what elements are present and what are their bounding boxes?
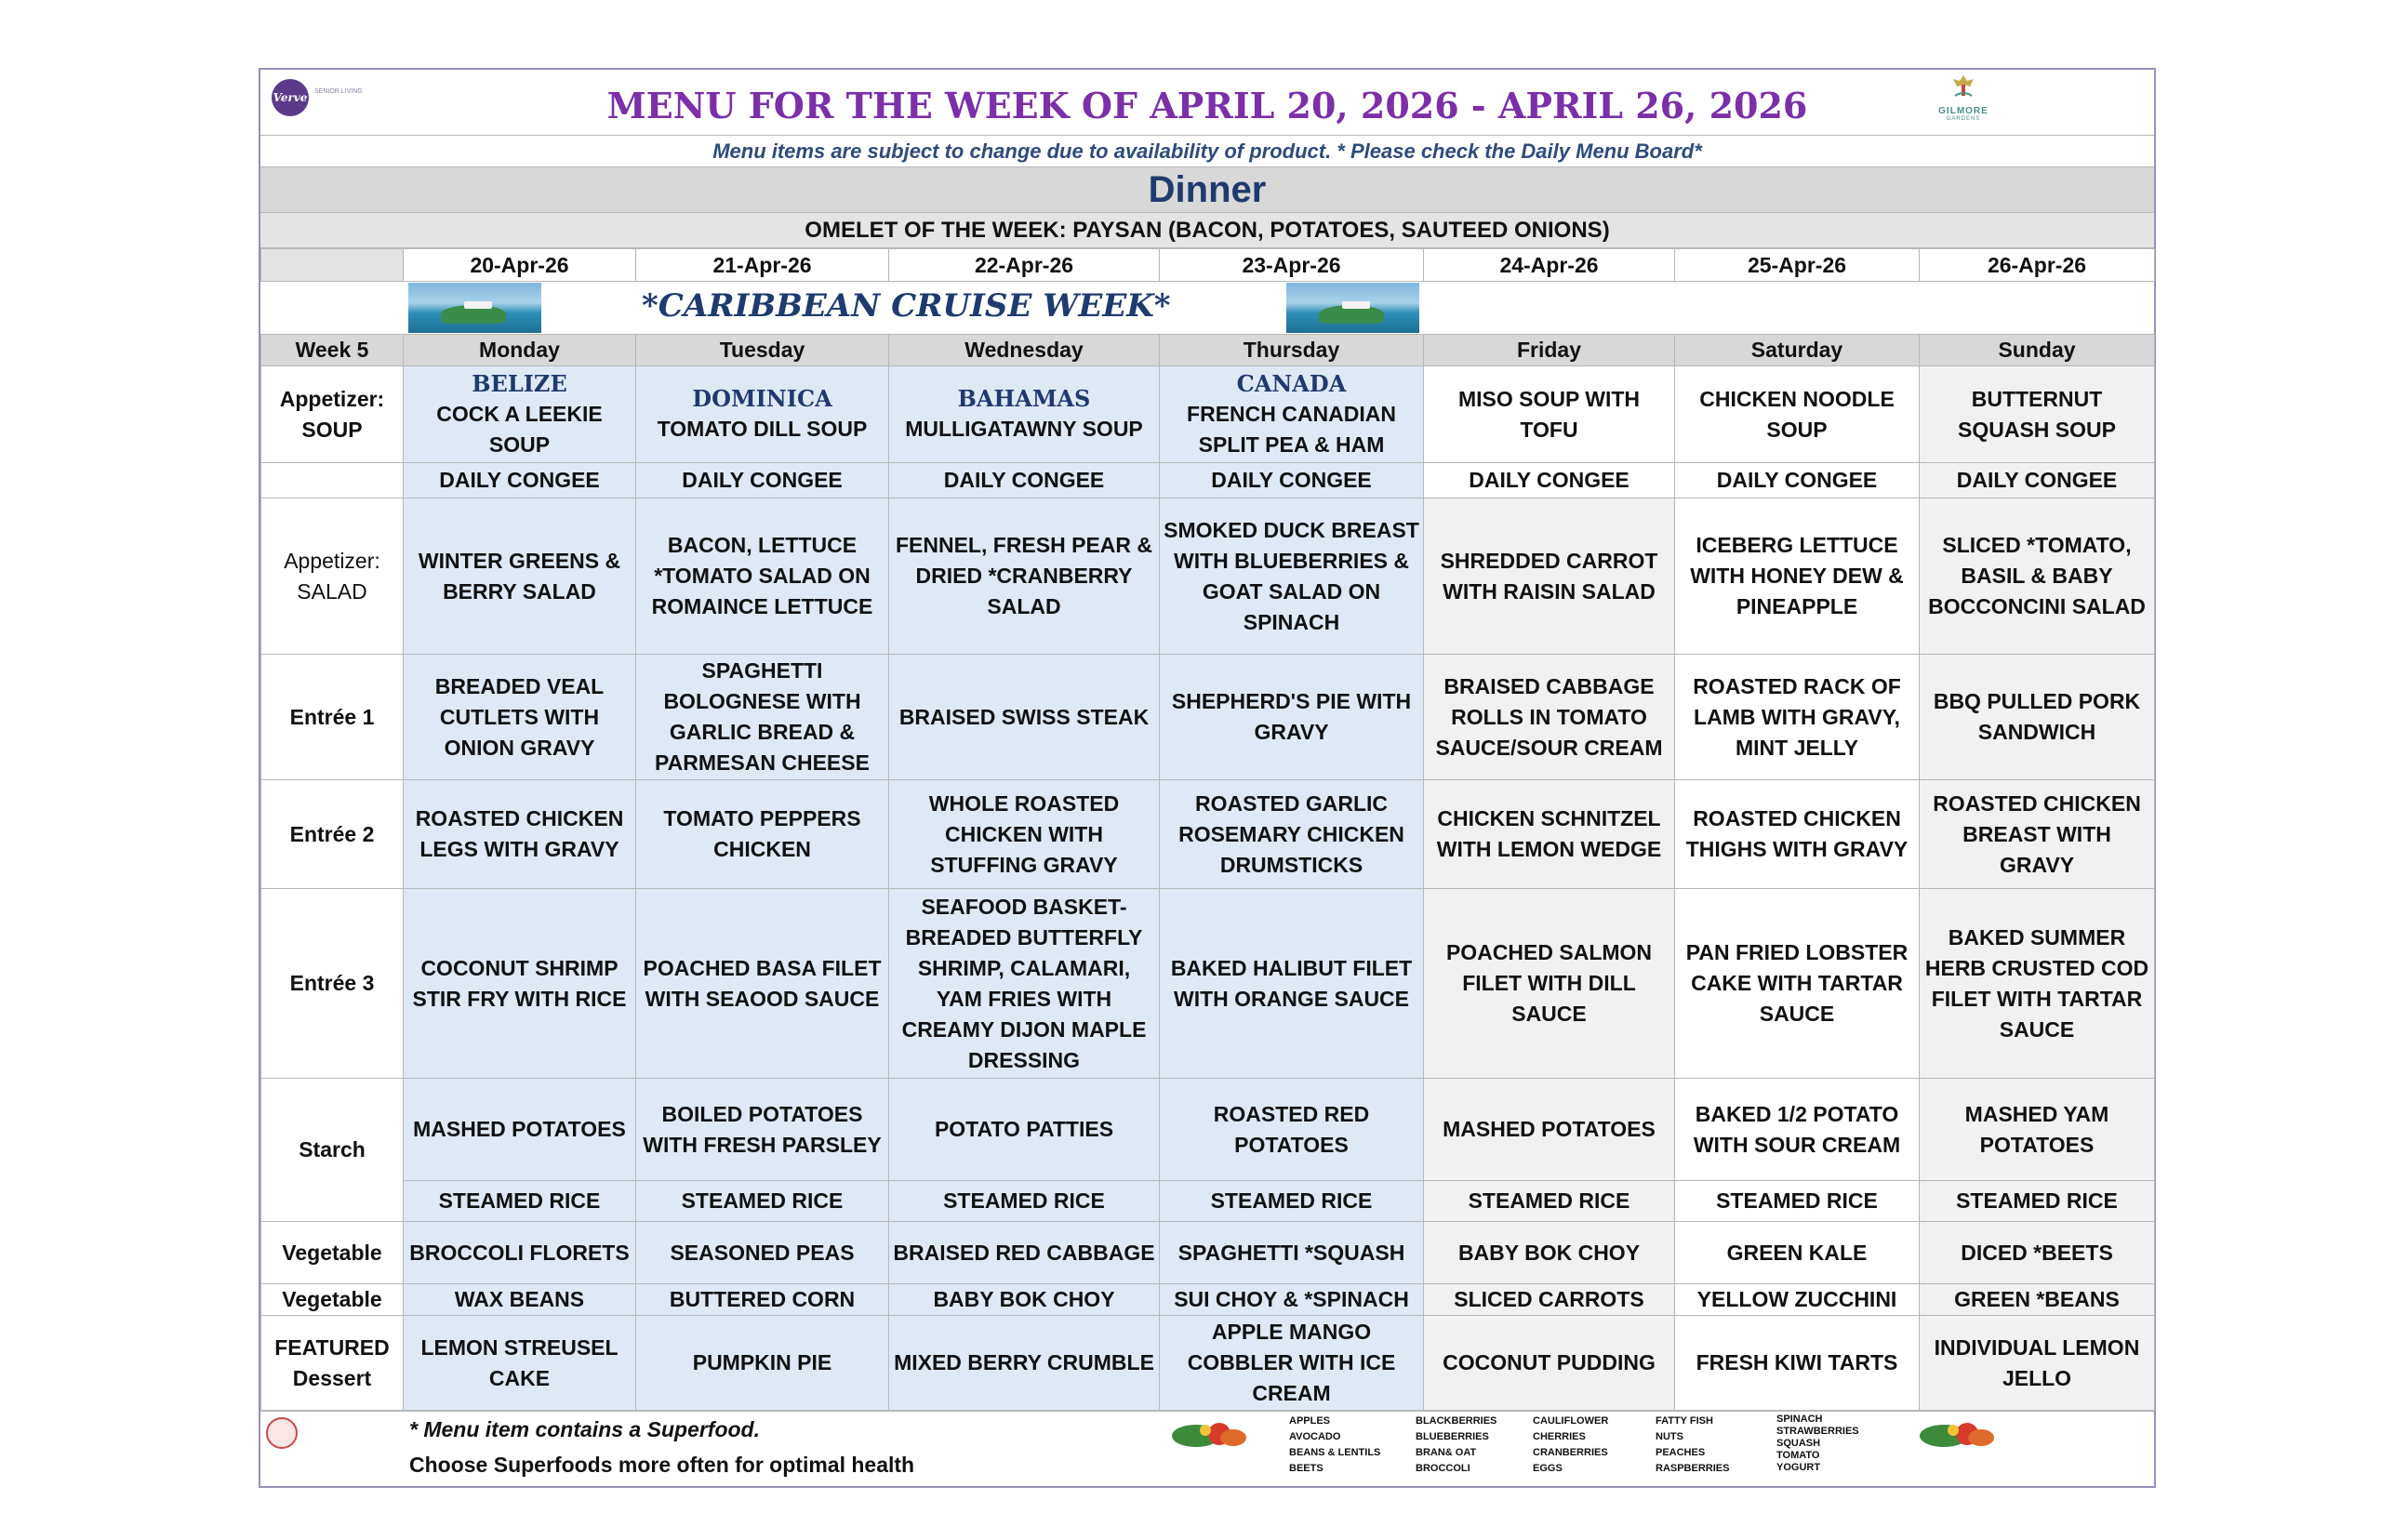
menu-cell: STEAMED RICE [1424,1181,1675,1222]
menu-cell: APPLE MANGO COBBLER WITH ICE CREAM [1160,1316,1424,1411]
menu-cell: DICED *BEETS [1920,1222,2155,1284]
theme-banner-text: *CARIBBEAN CRUISE WEEK* [642,287,1171,325]
salad-row [261,498,2155,655]
superfood-footer [260,1411,2154,1486]
weekday-cell: Friday [1424,335,1675,366]
menu-cell: WHOLE ROASTED CHICKEN WITH STUFFING GRAVY [889,780,1160,889]
menu-cell: STEAMED RICE [889,1181,1160,1222]
menu-cell: BAHAMAS MULLIGATAWNY SOUP [889,366,1160,463]
menu-cell: SLICED *TOMATO, BASIL & BABY BOCCONCINI SALAD [1920,498,2155,655]
menu-cell: SMOKED DUCK BREAST WITH BLUEBERRIES & GOAT SALAD ON SPINACH [1160,498,1424,655]
row-label-soup: Appetizer: SOUP [261,366,404,463]
superfoods-logo-icon [266,1417,298,1449]
menu-cell: SEASONED PEAS [636,1222,889,1284]
gardens-name: GARDENS [1946,116,1981,122]
verve-logo: Verve [272,79,309,116]
row-label-congee [261,463,404,498]
menu-cell: TOMATO PEPPERS CHICKEN [636,780,889,889]
menu-cell: SUI CHOY & *SPINACH [1160,1284,1424,1316]
menu-cell: DAILY CONGEE [1920,463,2155,498]
menu-cell: ICEBERG LETTUCE WITH HONEY DEW & PINEAPPLE [1675,498,1920,655]
menu-cell: MIXED BERRY CRUMBLE [889,1316,1160,1411]
menu-cell: PAN FRIED LOBSTER CAKE WITH TARTAR SAUCE [1675,889,1920,1079]
weekday-row [261,335,2155,366]
menu-items-table [260,334,2155,1411]
menu-cell: DAILY CONGEE [1424,463,1675,498]
menu-cell: CANADA FRENCH CANADIAN SPLIT PEA & HAM [1160,366,1424,463]
superfood-list-col-1: APPLES AVOCADO BEANS & LENTILS BEETS [1289,1415,1381,1474]
menu-cell: BAKED SUMMER HERB CRUSTED COD FILET WITH TARTAR SAUCE [1920,889,2155,1079]
menu-cell: BRAISED SWISS STEAK [889,655,1160,780]
gilmore-name: GILMORE [1938,106,1989,116]
date-cell: 24-Apr-26 [1424,249,1675,282]
menu-cell: ROASTED RACK OF LAMB WITH GRAVY, MINT JELLY [1675,655,1920,780]
date-cell: 20-Apr-26 [404,249,636,282]
country-label: DOMINICA [692,385,832,412]
menu-cell: INDIVIDUAL LEMON JELLO [1920,1316,2155,1411]
menu-cell: ROASTED GARLIC ROSEMARY CHICKEN DRUMSTICKS [1160,780,1424,889]
soup-row [261,366,2155,463]
menu-cell: DOMINICA TOMATO DILL SOUP [636,366,889,463]
menu-cell: CHICKEN NOODLE SOUP [1675,366,1920,463]
menu-cell: ROASTED CHICKEN LEGS WITH GRAVY [404,780,636,889]
week-label: Week 5 [261,335,404,366]
menu-cell: DAILY CONGEE [1675,463,1920,498]
menu-cell: LEMON STREUSEL CAKE [404,1316,636,1411]
row-label-entree1: Entrée 1 [261,655,404,780]
row-label-starch: Starch [261,1079,404,1222]
menu-cell: BUTTERED CORN [636,1284,889,1316]
page-title: MENU FOR THE WEEK OF APRIL 20, 2026 - APRIL 26, 2026 [606,85,1808,126]
entree3-row [261,889,2155,1079]
menu-cell: BRAISED RED CABBAGE [889,1222,1160,1284]
date-corner [261,249,404,282]
menu-cell: MISO SOUP WITH TOFU [1424,366,1675,463]
theme-banner [260,282,2154,334]
gilmore-gardens-logo [1922,70,2005,135]
menu-cell: ROASTED CHICKEN BREAST WITH GRAVY [1920,780,2155,889]
menu-cell: STEAMED RICE [636,1181,889,1222]
row-label-vegetable: Vegetable [261,1222,404,1284]
country-label: BELIZE [472,369,567,397]
menu-cell: SHEPHERD'S PIE WITH GRAVY [1160,655,1424,780]
menu-cell: BELIZE COCK A LEEKIE SOUP [404,366,636,463]
menu-cell: COCONUT PUDDING [1424,1316,1675,1411]
menu-cell: BBQ PULLED PORK SANDWICH [1920,655,2155,780]
menu-cell: STEAMED RICE [1675,1181,1920,1222]
row-label-salad: Appetizer: SALAD [261,498,404,655]
menu-cell: BUTTERNUT SQUASH SOUP [1920,366,2155,463]
date-cell: 23-Apr-26 [1160,249,1424,282]
menu-cell: BABY BOK CHOY [1424,1222,1675,1284]
date-cell: 22-Apr-26 [889,249,1160,282]
menu-cell: GREEN KALE [1675,1222,1920,1284]
weekday-cell: Saturday [1675,335,1920,366]
vegetables-icon-right [1916,1415,2000,1453]
omelet-of-the-week: OMELET OF THE WEEK: PAYSAN (BACON, POTATOES, SAUTEED ONIONS) [260,213,2154,248]
menu-cell: BROCCOLI FLORETS [404,1222,636,1284]
starch-row [261,1079,2155,1181]
rice-row [261,1181,2155,1222]
row-label-entree2: Entrée 2 [261,780,404,889]
date-cell: 21-Apr-26 [636,249,889,282]
entree2-row [261,780,2155,889]
superfood-list-col-4: FATTY FISH NUTS PEACHES RASPBERRIES [1656,1415,1730,1474]
verve-logo-subtitle: SENIOR LIVING [314,88,363,95]
menu-cell: SEAFOOD BASKET- BREADED BUTTERFLY SHRIMP, CALAMARI, YAM FRIES WITH CREAMY DIJON MAPLE DRESSING [889,889,1160,1079]
meal-heading: Dinner [260,167,2154,213]
country-label: BAHAMAS [957,385,1091,412]
menu-cell: MASHED POTATOES [1424,1079,1675,1181]
cruise-photo-right [1286,283,1419,333]
menu-sheet [259,68,2156,1488]
superfood-list-col-5: SPINACH STRAWBERRIES SQUASH TOMATO YOGURT [1776,1414,1859,1473]
menu-cell: BABY BOK CHOY [889,1284,1160,1316]
menu-cell: ROASTED RED POTATOES [1160,1079,1424,1181]
date-cell: 25-Apr-26 [1675,249,1920,282]
menu-cell: MASHED YAM POTATOES [1920,1079,2155,1181]
menu-cell: BREADED VEAL CUTLETS WITH ONION GRAVY [404,655,636,780]
menu-cell: ROASTED CHICKEN THIGHS WITH GRAVY [1675,780,1920,889]
menu-cell: DAILY CONGEE [1160,463,1424,498]
menu-cell: WINTER GREENS & BERRY SALAD [404,498,636,655]
vegetable-row-1 [261,1222,2155,1284]
congee-row [261,463,2155,498]
weekday-cell: Monday [404,335,636,366]
menu-cell: STEAMED RICE [1920,1181,2155,1222]
menu-cell: FRESH KIWI TARTS [1675,1316,1920,1411]
dessert-row [261,1316,2155,1411]
vegetable-row-2 [261,1284,2155,1316]
menu-cell: BRAISED CABBAGE ROLLS IN TOMATO SAUCE/SOUR CREAM [1424,655,1675,780]
crest-icon [1949,73,1977,100]
row-label-dessert: FEATURED Dessert [261,1316,404,1411]
menu-cell: BAKED HALIBUT FILET WITH ORANGE SAUCE [1160,889,1424,1079]
weekday-cell: Wednesday [889,335,1160,366]
menu-cell: SLICED CARROTS [1424,1284,1675,1316]
menu-cell: FENNEL, FRESH PEAR & DRIED *CRANBERRY SALAD [889,498,1160,655]
superfood-note: * Menu item contains a Superfood. [409,1417,760,1441]
date-row [261,249,2155,282]
menu-cell: COCONUT SHRIMP STIR FRY WITH RICE [404,889,636,1079]
menu-cell: CHICKEN SCHNITZEL WITH LEMON WEDGE [1424,780,1675,889]
menu-cell: DAILY CONGEE [404,463,636,498]
weekday-cell: Tuesday [636,335,889,366]
menu-notice: Menu items are subject to change due to availability of product. * Please check the Daily Menu Board* [260,136,2154,167]
menu-table [260,248,2155,282]
menu-cell: MASHED POTATOES [404,1079,636,1181]
weekday-cell: Sunday [1920,335,2155,366]
menu-cell: SHREDDED CARROT WITH RAISIN SALAD [1424,498,1675,655]
menu-cell: YELLOW ZUCCHINI [1675,1284,1920,1316]
menu-cell: BAKED 1/2 POTATO WITH SOUR CREAM [1675,1079,1920,1181]
entree1-row [261,655,2155,780]
superfood-list-col-3: CAULIFLOWER CHERRIES CRANBERRIES EGGS [1533,1415,1609,1474]
vegetables-icon [1168,1415,1252,1453]
row-label-entree3: Entrée 3 [261,889,404,1079]
cruise-photo-left [408,283,541,333]
superfood-tagline: Choose Superfoods more often for optimal health [409,1453,915,1477]
country-label: CANADA [1236,369,1347,397]
menu-cell: POACHED BASA FILET WITH SEAOOD SAUCE [636,889,889,1079]
menu-cell: STEAMED RICE [1160,1181,1424,1222]
superfood-list-col-2: BLACKBERRIES BLUEBERRIES BRAN& OAT BROCCOLI [1416,1415,1497,1474]
menu-cell: BOILED POTATOES WITH FRESH PARSLEY [636,1079,889,1181]
menu-cell: DAILY CONGEE [889,463,1160,498]
menu-cell: WAX BEANS [404,1284,636,1316]
menu-cell: POACHED SALMON FILET WITH DILL SAUCE [1424,889,1675,1079]
menu-cell: GREEN *BEANS [1920,1284,2155,1316]
menu-cell: POTATO PATTIES [889,1079,1160,1181]
menu-cell: SPAGHETTI BOLOGNESE WITH GARLIC BREAD & PARMESAN CHEESE [636,655,889,780]
menu-cell: PUMPKIN PIE [636,1316,889,1411]
date-cell: 26-Apr-26 [1920,249,2155,282]
menu-cell: STEAMED RICE [404,1181,636,1222]
menu-cell: SPAGHETTI *SQUASH [1160,1222,1424,1284]
weekday-cell: Thursday [1160,335,1424,366]
menu-header [260,70,2154,136]
row-label-vegetable: Vegetable [261,1284,404,1316]
menu-cell: DAILY CONGEE [636,463,889,498]
menu-cell: BACON, LETTUCE *TOMATO SALAD ON ROMAINCE LETTUCE [636,498,889,655]
